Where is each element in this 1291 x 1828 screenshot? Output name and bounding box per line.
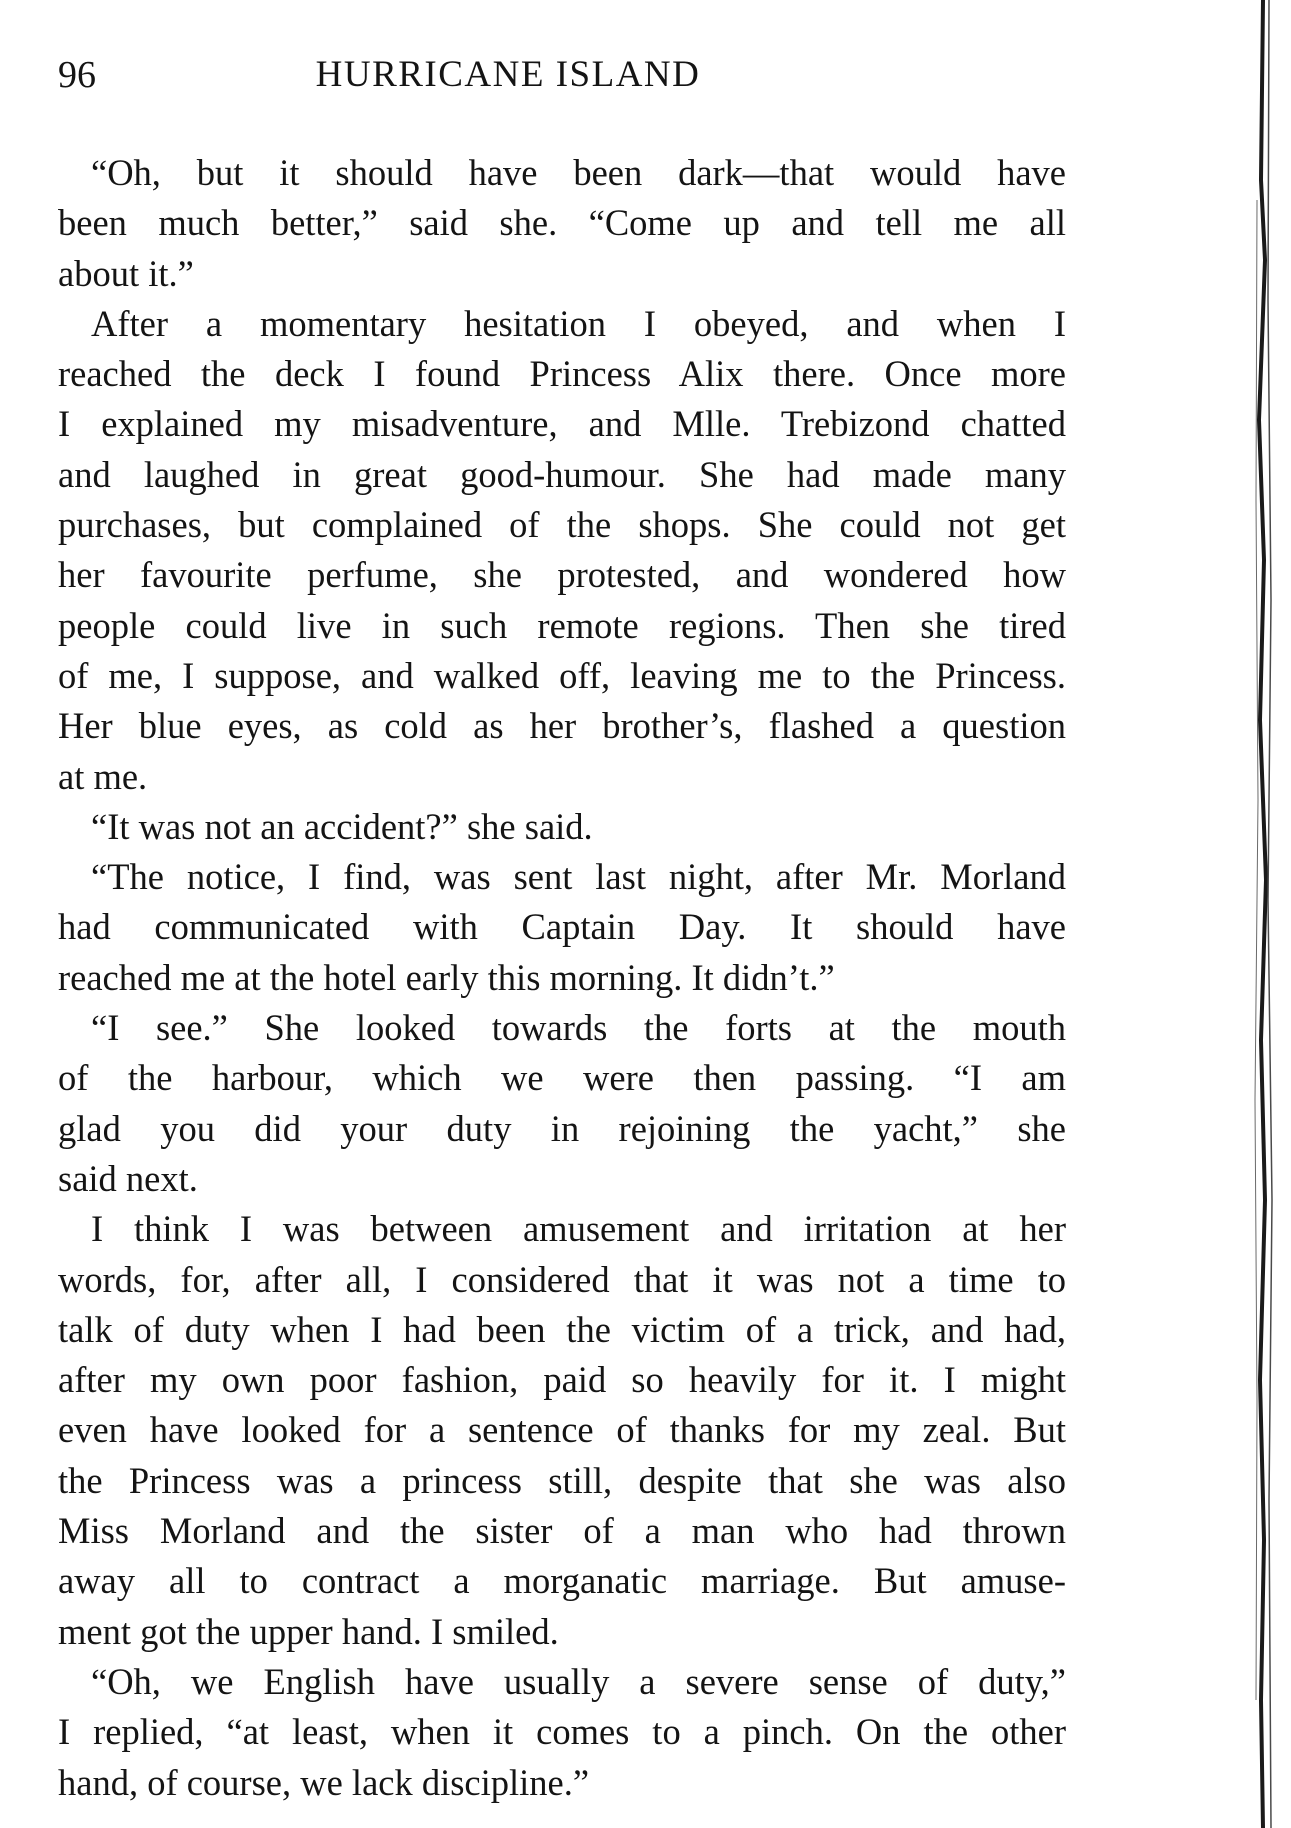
text-line: her favourite perfume, she protested, and wondered how <box>58 554 1066 596</box>
text-line: the Princess was a princess still, despite that she was also <box>58 1459 1066 1501</box>
text-line: purchases, but complained of the shops. She could not get <box>58 504 1066 546</box>
text-line: been much better,” said she. “Come up and tell me all <box>58 202 1066 244</box>
text-line: I think I was between amusement and irritation at her <box>91 1208 1066 1250</box>
text-line: “It was not an accident?” she said. <box>91 805 593 847</box>
text-line: had communicated with Captain Day. It should have <box>58 906 1066 948</box>
text-line: words, for, after all, I considered that it was not a time to <box>58 1258 1066 1300</box>
text-line: reached the deck I found Princess Alix there. Once more <box>58 353 1066 395</box>
text-line: at me. <box>58 755 148 797</box>
text-line: of me, I suppose, and walked off, leaving me to the Princess. <box>58 654 1066 696</box>
page-header <box>58 50 1068 100</box>
text-line: away all to contract a morganatic marriage. But amuse- <box>58 1560 1066 1602</box>
text-line: and laughed in great good-humour. She had made many <box>58 453 1066 495</box>
text-line: “Oh, but it should have been dark—that would have <box>91 152 1066 193</box>
binding-edge-decoration <box>1211 0 1291 1828</box>
text-line: “I see.” She looked towards the forts at the mouth <box>91 1007 1066 1049</box>
page-number: 96 <box>58 54 96 96</box>
text-line: Miss Morland and the sister of a man who had thrown <box>58 1510 1066 1552</box>
text-line: about it.” <box>58 252 194 294</box>
text-line: said next. <box>58 1157 198 1199</box>
text-line: talk of duty when I had been the victim of a trick, and had, <box>58 1308 1066 1350</box>
text-line: people could live in such remote regions. Then she tired <box>58 604 1066 646</box>
text-line: glad you did your duty in rejoining the yacht,” she <box>58 1107 1066 1149</box>
text-line: “Oh, we English have usually a severe sense of duty,” <box>91 1660 1066 1702</box>
text-line: ment got the upper hand. I smiled. <box>58 1610 559 1652</box>
text-line: Her blue eyes, as cold as her brother’s, flashed a question <box>58 705 1066 747</box>
text-line: After a momentary hesitation I obeyed, and when I <box>91 302 1066 344</box>
body-text <box>58 148 1066 1808</box>
text-line: I replied, “at least, when it comes to a pinch. On the other <box>58 1711 1066 1753</box>
text-line: I explained my misadventure, and Mlle. Trebizond chatted <box>58 403 1066 445</box>
text-line: “The notice, I find, was sent last night, after Mr. Morland <box>91 856 1066 898</box>
text-line: of the harbour, which we were then passing. “I am <box>58 1057 1066 1099</box>
text-line: after my own poor fashion, paid so heavily for it. I might <box>58 1359 1066 1401</box>
text-line: reached me at the hotel early this morning. It didn’t.” <box>58 956 835 998</box>
running-title: HURRICANE ISLAND <box>315 54 701 95</box>
text-line: hand, of course, we lack discipline.” <box>58 1761 590 1803</box>
text-line: even have looked for a sentence of thanks for my zeal. But <box>58 1409 1066 1451</box>
